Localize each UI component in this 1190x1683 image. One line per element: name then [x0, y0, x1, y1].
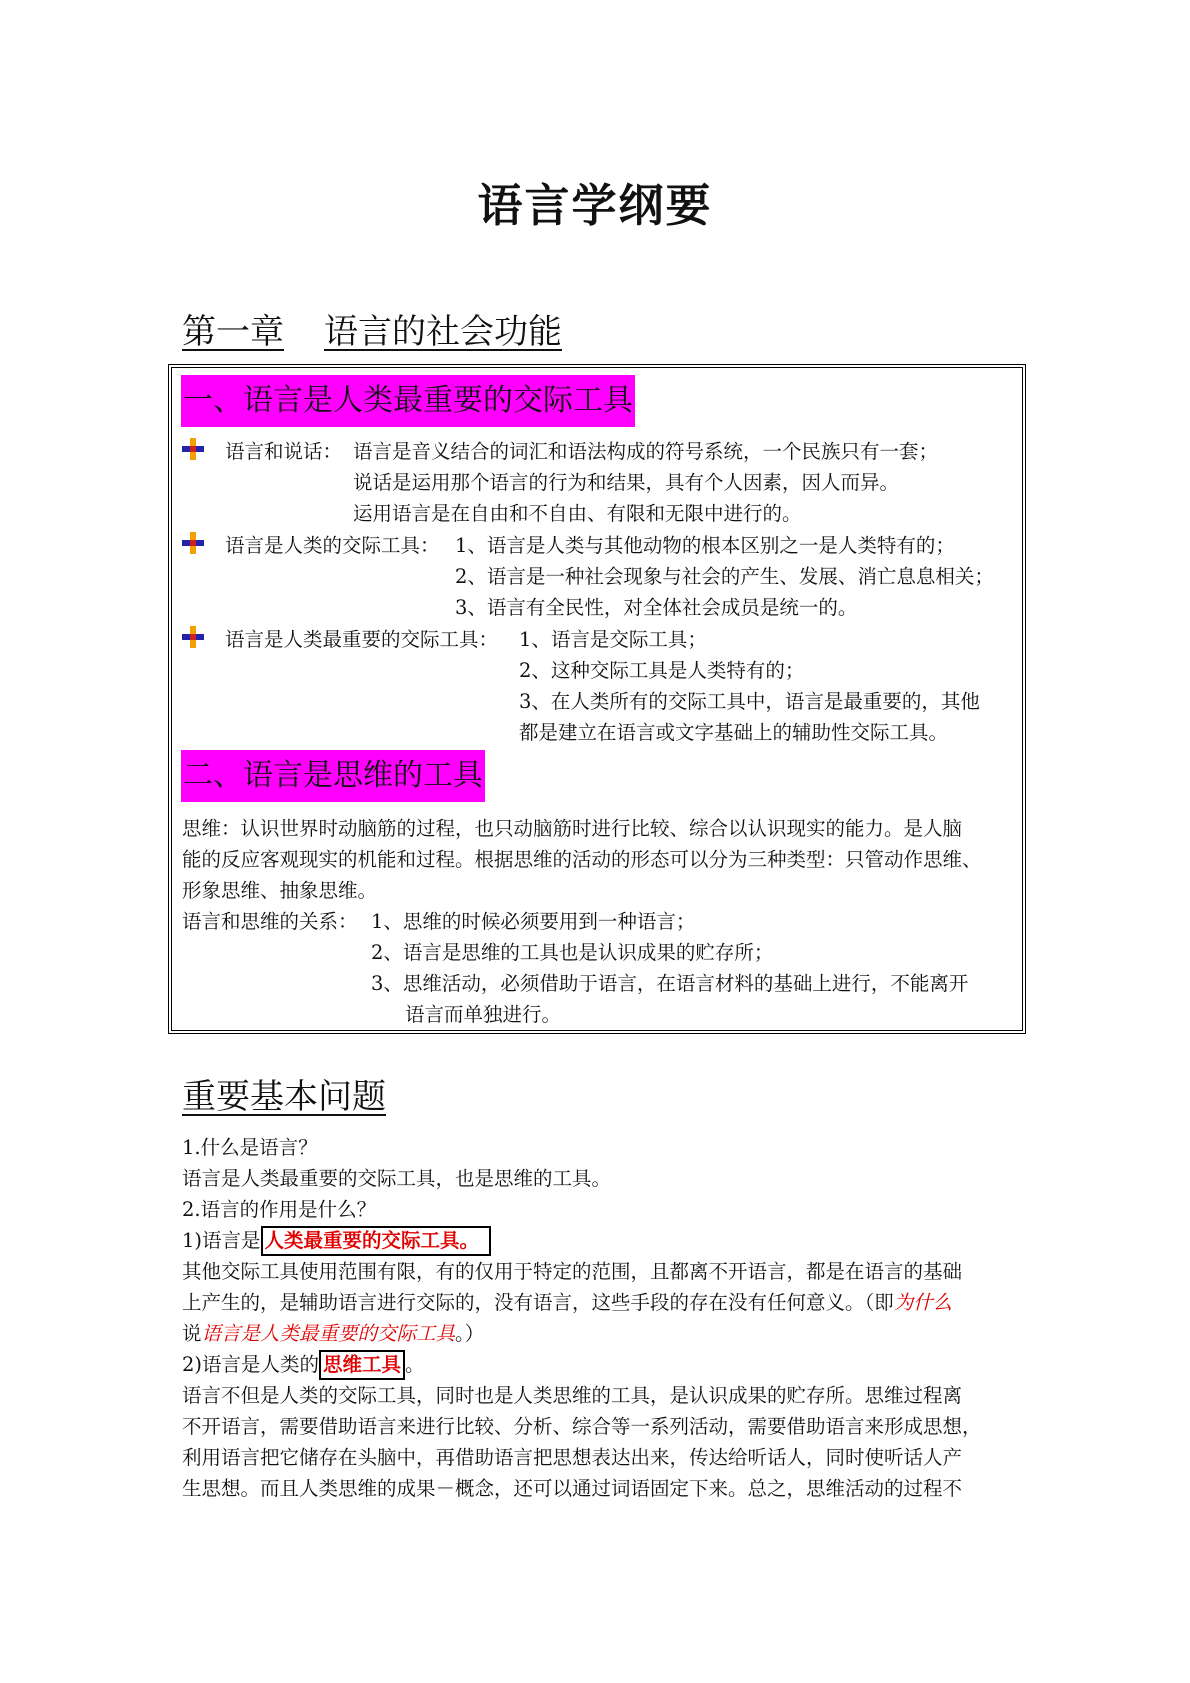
bullet-icon	[182, 626, 204, 648]
chapter-number: 第一章	[182, 312, 284, 352]
point-1-body-line	[182, 1318, 484, 1349]
point-1-highlight: 人类最重要的交际工具。	[261, 1226, 492, 1256]
point-1-prefix: 1)语言是	[182, 1229, 261, 1252]
relation-line: 2、语言是思维的工具也是认识成果的贮存所；	[371, 941, 774, 964]
point-1-body-text: 。）	[455, 1322, 485, 1345]
point-2-body-line: 不开语言，需要借助语言来进行比较、分析、综合等一系列活动，需要借助语言来形成思想，	[182, 1415, 982, 1438]
point-1-red-text: 语言是人类最重要的交际工具	[201, 1322, 456, 1345]
point-2-body-line: 生思想。而且人类思维的成果－概念，还可以通过词语固定下来。总之，思维活动的过程不	[182, 1477, 963, 1500]
point-1-body-line	[182, 1287, 952, 1318]
bullet1-line: 运用语言是在自由和不自由、有限和无限中进行的。	[353, 502, 802, 525]
point-2	[182, 1349, 425, 1380]
bullet1-label: 语言和说话：	[225, 440, 343, 463]
point-1	[182, 1225, 491, 1256]
bullet2-line: 3、语言有全民性，对全体社会成员是统一的。	[455, 596, 858, 619]
bullet1-line: 说话是运用那个语言的行为和结果，具有个人因素，因人而异。	[353, 471, 900, 494]
relation-line: 语言而单独进行。	[405, 1003, 562, 1026]
bullet2-line: 1、语言是人类与其他动物的根本区别之一是人类特有的；	[455, 534, 955, 557]
point-2-body-line: 语言不但是人类的交际工具，同时也是人类思维的工具，是认识成果的贮存所。思维过程离	[182, 1384, 963, 1407]
relation-line: 3、思维活动，必须借助于语言，在语言材料的基础上进行，不能离开	[371, 972, 969, 995]
point-2-prefix: 2)语言是人类的	[182, 1353, 320, 1376]
bullet3-label: 语言是人类最重要的交际工具：	[225, 628, 499, 651]
bullet3-line: 都是建立在语言或文字基础上的辅助性交际工具。	[519, 721, 949, 744]
point-2-highlight: 思维工具	[319, 1350, 405, 1380]
section1-heading: 一、语言是人类最重要的交际工具	[181, 375, 635, 427]
bullet3-line: 1、语言是交际工具；	[519, 628, 707, 651]
answer-1: 语言是人类最重要的交际工具，也是思维的工具。	[182, 1167, 612, 1190]
question-2: 2.语言的作用是什么？	[182, 1198, 377, 1221]
bullet2-label: 语言是人类的交际工具：	[225, 534, 440, 557]
point-1-body-text: 上产生的，是辅助语言进行交际的，没有语言，这些手段的存在没有任何意义。（即	[182, 1291, 894, 1314]
questions-heading: 重要基本问题	[182, 1077, 386, 1117]
point-1-body-text: 说	[182, 1322, 202, 1345]
relation-label: 语言和思维的关系：	[182, 910, 358, 933]
bullet2-line: 2、语言是一种社会现象与社会的产生、发展、消亡息息相关；	[455, 565, 994, 588]
document-title: 语言学纲要	[477, 179, 713, 232]
thinking-paragraph-line: 思维：认识世界时动脑筋的过程，也只动脑筋时进行比较、综合以认识现实的能力。是人脑	[182, 817, 963, 840]
bullet-icon	[182, 532, 204, 554]
point-1-body-line: 其他交际工具使用范围有限，有的仅用于特定的范围，且都离不开语言，都是在语言的基础	[182, 1260, 963, 1283]
chapter-title	[182, 310, 562, 354]
bullet-icon	[182, 438, 204, 460]
relation-line: 1、思维的时候必须要用到一种语言；	[371, 910, 696, 933]
chapter-name: 语言的社会功能	[324, 312, 562, 352]
point-2-body-line: 利用语言把它储存在头脑中，再借助语言把思想表达出来，传达给听话人，同时使听话人产	[182, 1446, 963, 1469]
bullet1-line: 语言是音义结合的词汇和语法构成的符号系统，一个民族只有一套；	[353, 440, 939, 463]
question-1: 1.什么是语言？	[182, 1136, 318, 1159]
thinking-paragraph-line: 能的反应客观现实的机能和过程。根据思维的活动的形态可以分为三种类型：只管动作思维、	[182, 848, 982, 871]
thinking-paragraph-line: 形象思维、抽象思维。	[182, 879, 378, 902]
bullet3-line: 2、这种交际工具是人类特有的；	[519, 659, 805, 682]
section2-heading: 二、语言是思维的工具	[181, 750, 485, 802]
bullet3-line: 3、在人类所有的交际工具中，语言是最重要的，其他	[519, 690, 980, 713]
point-2-suffix: 。	[405, 1353, 425, 1376]
point-1-red-text: 为什么	[893, 1291, 953, 1314]
